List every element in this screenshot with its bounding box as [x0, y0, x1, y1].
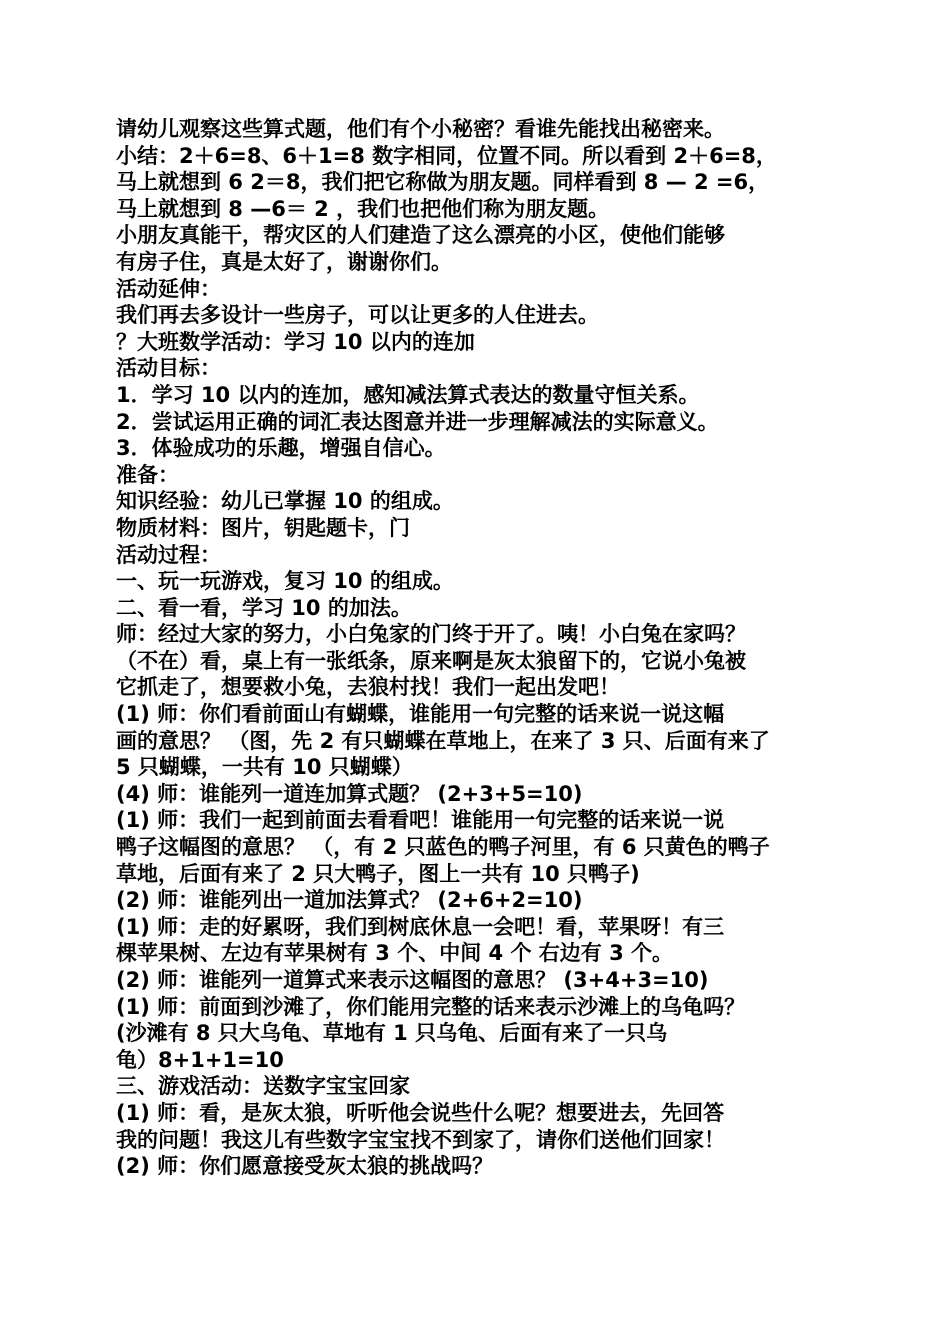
text-line: (1) 师：你们看前面山有蝴蝶，谁能用一句完整的话来说一说这幅	[116, 702, 725, 727]
text-line: 一、玩一玩游戏，复习 10 的组成。	[116, 569, 454, 594]
text-line: (1) 师：看，是灰太狼，听听他会说些什么呢？想要进去，先回答	[116, 1100, 725, 1125]
text-line: (沙滩有 8 只大乌龟、草地有 1 只乌龟、后面有来了一只乌	[116, 1021, 668, 1046]
text-line: (2) 师：谁能列一道算式来表示这幅图的意思？ (3+4+3=10)	[116, 968, 709, 992]
text-line: 二、看一看，学习 10 的加法。	[116, 595, 412, 620]
text-line: 3．体验成功的乐趣，增强自信心。	[116, 436, 446, 461]
document-body	[116, 116, 836, 1180]
text-line: 活动延伸：	[116, 276, 221, 301]
text-line: 小朋友真能干，帮灾区的人们建造了这么漂亮的小区，使他们能够	[116, 223, 725, 248]
text-line: 草地，后面有来了 2 只大鸭子，图上一共有 10 只鸭子)	[116, 861, 640, 886]
text-line: 准备：	[116, 462, 179, 487]
text-line: 我们再去多设计一些房子，可以让更多的人住进去。	[116, 303, 599, 328]
text-line: 它抓走了，想要救小兔，去狼村找！我们一起出发吧！	[116, 675, 620, 700]
text-line: (4) 师：谁能列一道连加算式题？ (2+3+5=10)	[116, 781, 583, 806]
text-line: 活动目标：	[116, 356, 221, 381]
text-line: 活动过程：	[116, 542, 221, 567]
text-line: 画的意思？ （图，先 2 有只蝴蝶在草地上，在来了 3 只、后面有来了	[116, 728, 770, 753]
text-line: (2) 师：你们愿意接受灰太狼的挑战吗？	[116, 1154, 494, 1179]
text-line: (2) 师：谁能列出一道加法算式？ (2+6+2=10)	[116, 888, 583, 913]
text-line: 龟）8+1+1=10	[116, 1047, 284, 1072]
text-line: ？大班数学活动：学习 10 以内的连加	[116, 329, 475, 354]
text-line: (1) 师：走的好累呀，我们到树底休息一会吧！看，苹果呀！有三	[116, 914, 725, 939]
text-line: 师：经过大家的努力，小白兔家的门终于开了。咦！小白兔在家吗？	[116, 622, 746, 647]
text-line: 棵苹果树、左边有苹果树有 3 个、中间 4 个 右边有 3 个。	[116, 941, 674, 966]
text-line: 1．学习 10 以内的连加，感知减法算式表达的数量守恒关系。	[116, 382, 700, 407]
text-line: （不在）看，桌上有一张纸条，原来啊是灰太狼留下的，它说小兔被	[116, 648, 746, 673]
text-line: 鸭子这幅图的意思？ （，有 2 只蓝色的鸭子河里，有 6 只黄色的鸭子	[116, 835, 770, 860]
text-line: 有房子住，真是太好了，谢谢你们。	[116, 249, 452, 274]
text-line: 马上就想到 8 —6＝ 2 ，我们也把他们称为朋友题。	[116, 196, 610, 221]
text-line: 2．尝试运用正确的词汇表达图意并进一步理解减法的实际意义。	[116, 409, 719, 434]
text-line: 我的问题！我这儿有些数字宝宝找不到家了，请你们送他们回家！	[116, 1127, 725, 1152]
text-line: 知识经验：幼儿已掌握 10 的组成。	[116, 489, 454, 514]
text-line: (1) 师：我们一起到前面去看看吧！谁能用一句完整的话来说一说	[116, 808, 725, 833]
text-line: 马上就想到 6 2＝8，我们把它称做为朋友题。同样看到 8 — 2 =6，	[116, 170, 770, 195]
text-line: 物质材料：图片，钥匙题卡，门	[116, 515, 410, 540]
text-line: 小结：2＋6=8、6＋1=8 数字相同，位置不同。所以看到 2＋6=8，	[116, 143, 777, 168]
text-line: 5 只蝴蝶，一共有 10 只蝴蝶）	[116, 755, 413, 780]
text-line: 请幼儿观察这些算式题，他们有个小秘密？看谁先能找出秘密来。	[116, 117, 725, 141]
text-line: 三、游戏活动：送数字宝宝回家	[116, 1074, 410, 1099]
text-line: (1) 师：前面到沙滩了，你们能用完整的话来表示沙滩上的乌龟吗？	[116, 994, 746, 1019]
